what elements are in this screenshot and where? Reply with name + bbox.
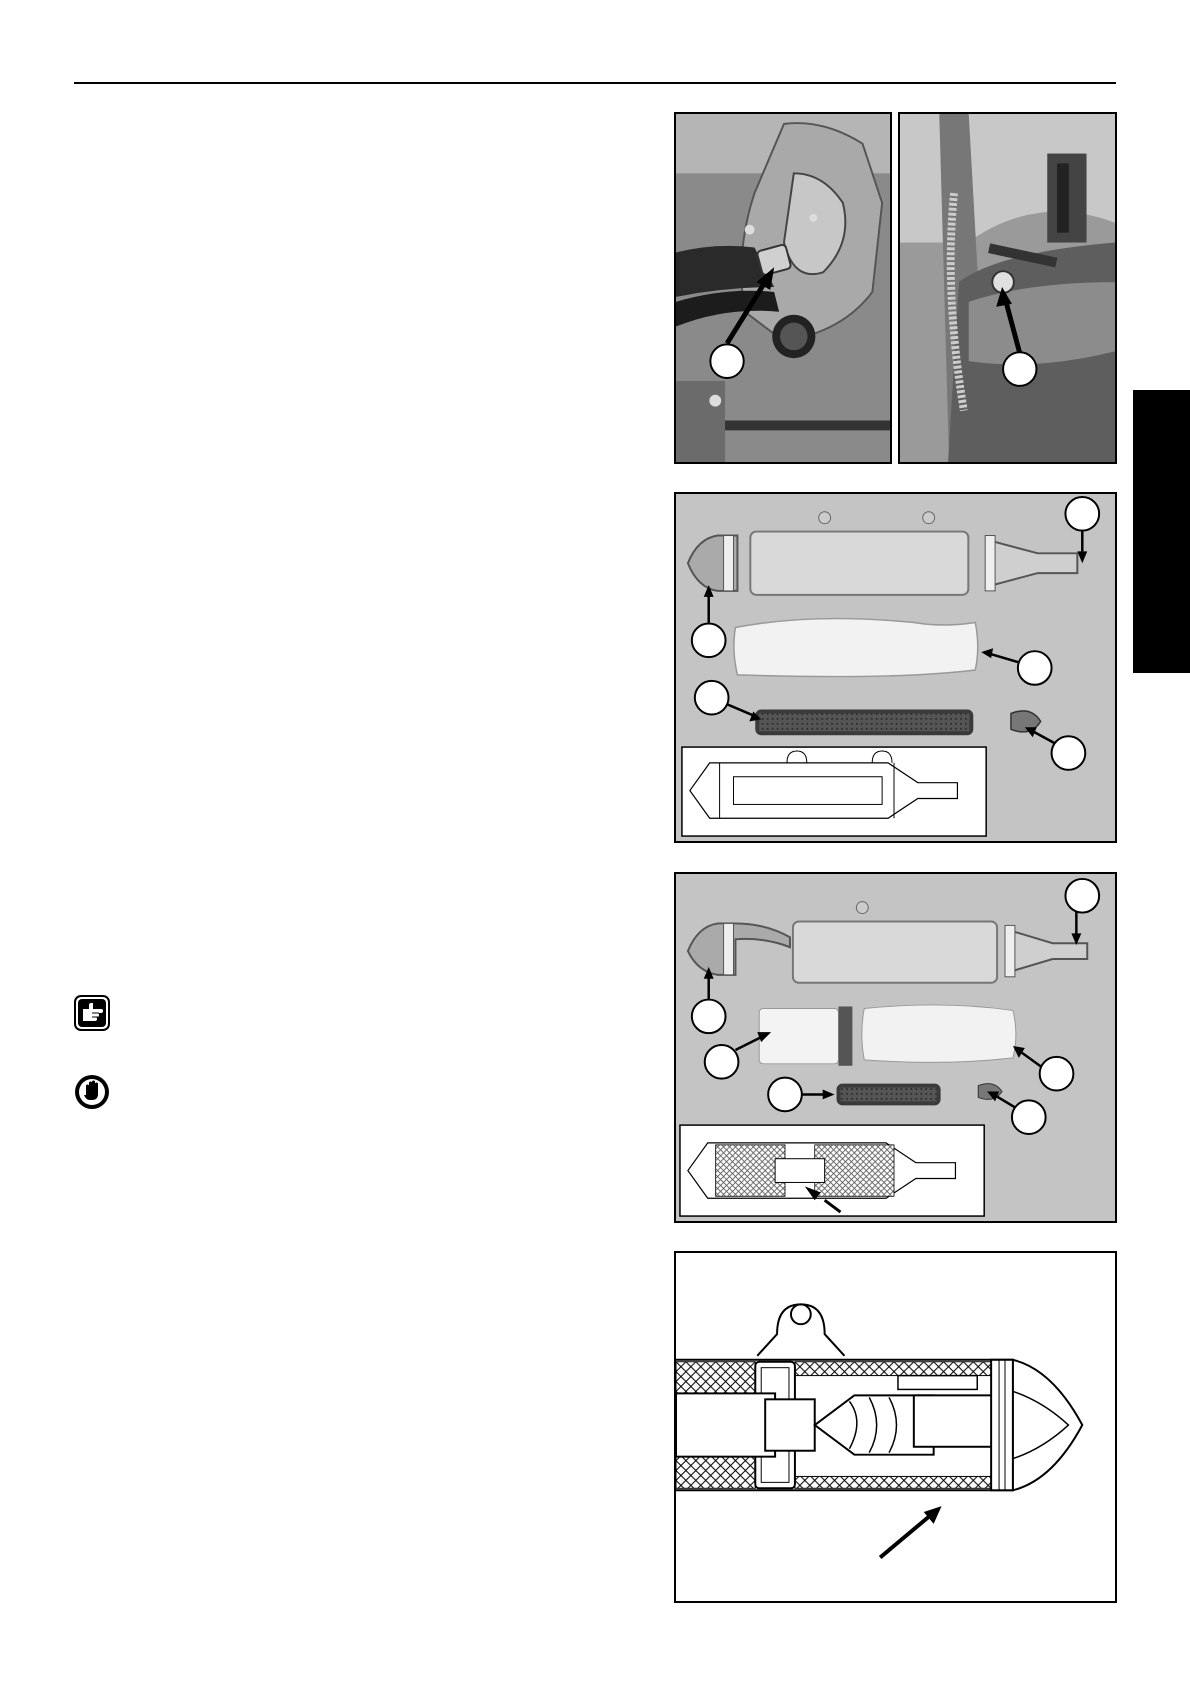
pointing-hand-icon xyxy=(74,995,110,1031)
raised-hand-icon xyxy=(74,1074,110,1110)
figure-engine-hose-clamp xyxy=(674,112,892,464)
section-tab xyxy=(1133,390,1190,673)
figure-frame-bolt xyxy=(898,112,1117,464)
figure-silencer-cross-section xyxy=(674,1251,1117,1603)
header-rule xyxy=(74,82,1116,84)
figure-silencer-parts-b xyxy=(674,872,1117,1223)
figure-silencer-parts-a xyxy=(674,492,1117,843)
